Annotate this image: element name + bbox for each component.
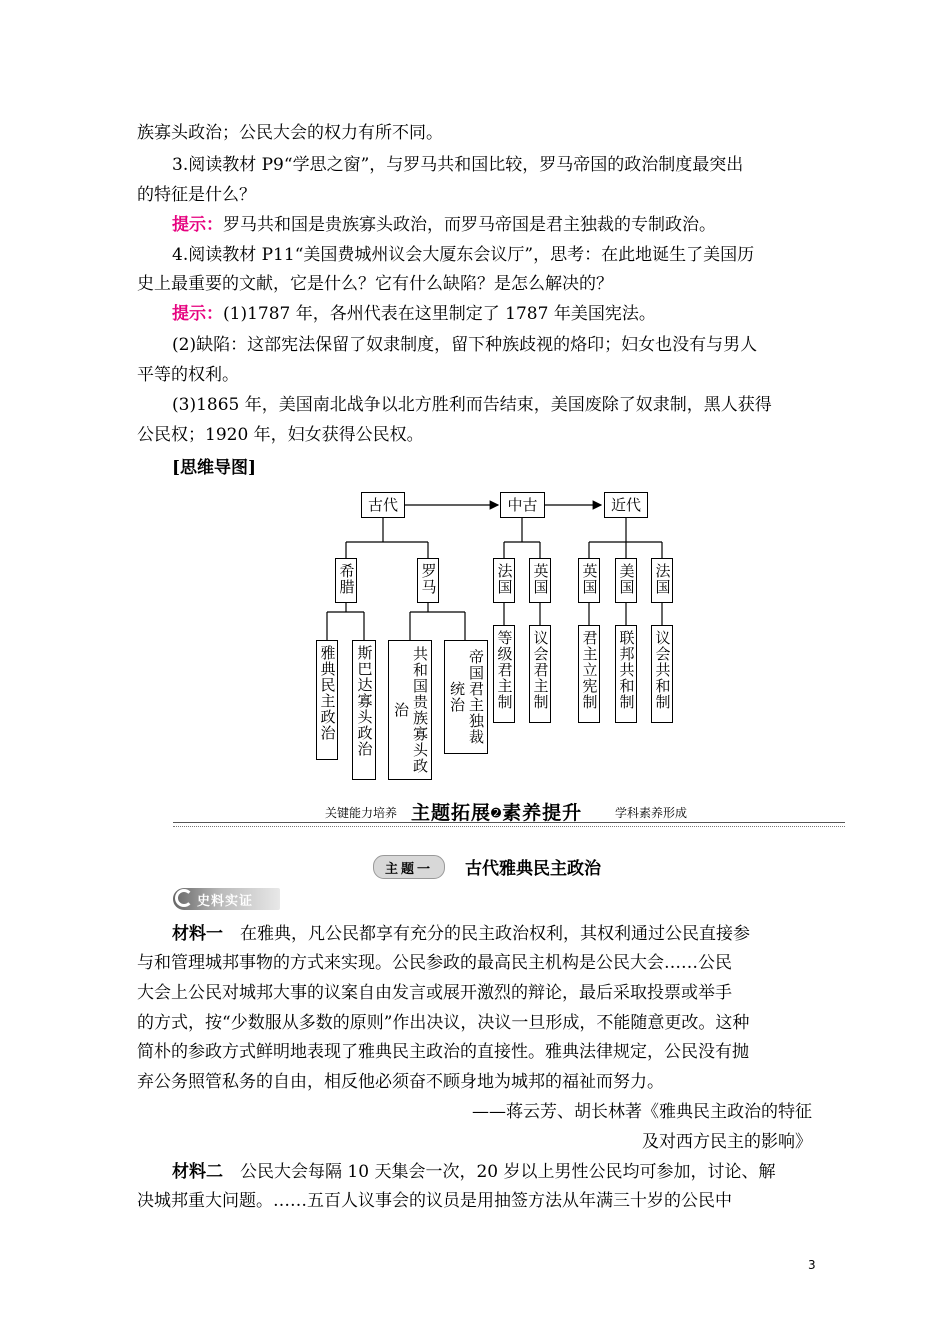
theme-title: 古代雅典民主政治 (465, 859, 601, 879)
answer-2-cont: 平等的权利。 (137, 365, 239, 385)
hint-label: 提示： (172, 304, 223, 324)
material1-citation: ——蒋云芳、胡长林著《雅典民主政治的特征 (472, 1102, 812, 1122)
material2-line (172, 1160, 775, 1184)
material1-line: 弃公务照管私务的自由，相反他必须奋不顾身地为城邦的福祉而努力。 (137, 1072, 664, 1092)
system-sparta-oligarchy: 斯巴达寡头政治 (352, 640, 376, 780)
system-federal-republic: 联邦共和制 (615, 625, 637, 723)
system-parliamentary-monarchy: 议会君主制 (529, 625, 551, 723)
page-number: 3 (808, 1258, 816, 1272)
text-line: 族寡头政治；公民大会的权力有所不同。 (137, 123, 443, 143)
hint-label: 提示： (172, 215, 223, 235)
country-greece: 希腊 (335, 558, 357, 603)
country-france-medieval: 法国 (493, 558, 515, 603)
question-4: 4.阅读教材 P11“美国费城州议会大厦东会议厅”，思考：在此地诞生了美国历 (172, 245, 755, 265)
section-band (173, 798, 845, 828)
country-rome: 罗马 (417, 558, 439, 603)
material2-line: 决城邦重大问题。……五百人议事会的议员是用抽签方法从年满三十岁的公民中 (137, 1191, 732, 1211)
system-constitutional-monarchy: 君主立宪制 (578, 625, 600, 723)
band-divider-dotted (173, 826, 845, 827)
period-ancient: 古代 (361, 492, 405, 518)
system-estates-monarchy: 等级君主制 (493, 625, 515, 723)
band-right-label: 学科素养形成 (615, 806, 688, 820)
material1-line: 与和管理城邦事物的方式来实现。公民参政的最高民主机构是公民大会……公民 (137, 953, 732, 973)
source-evidence-badge (173, 888, 280, 910)
period-medieval: 中古 (500, 492, 545, 518)
country-england-medieval: 英国 (529, 558, 551, 603)
band-title-2: 素养提升 (502, 802, 583, 824)
system-roman-empire: 帝国君主独裁统治 (444, 640, 488, 754)
material2-label: 材料二 (172, 1162, 223, 1182)
system-parliamentary-republic: 议会共和制 (651, 625, 673, 723)
period-modern: 近代 (604, 492, 648, 518)
material1-citation-cont: 及对西方民主的影响》 (642, 1132, 812, 1152)
material1-line: 简朴的参政方式鲜明地表现了雅典民主政治的直接性。雅典法律规定，公民没有抛 (137, 1042, 749, 1062)
hint-3 (172, 213, 716, 237)
country-france-modern: 法国 (651, 558, 673, 603)
question-4-cont: 史上最重要的文献，它是什么？它有什么缺陷？是怎么解决的？ (137, 274, 613, 294)
mindmap-heading: [思维导图] (172, 458, 257, 478)
answer-2: (2)缺陷：这部宪法保留了奴隶制度，留下种族歧视的烙印；妇女也没有与男人 (172, 335, 758, 355)
band-title-1: 主题拓展 (411, 802, 492, 824)
band-title (411, 798, 582, 825)
hint-4 (172, 302, 656, 326)
material2-text: 公民大会每隔 10 天集会一次，20 岁以上男性公民均可参加，讨论、解 (240, 1162, 776, 1182)
source-evidence-label: 史料实证 (197, 893, 254, 909)
band-divider (173, 822, 845, 823)
material1-line: 大会上公民对城邦大事的议案自由发言或展开激烈的辩论，最后采取投票或举手 (137, 983, 732, 1003)
system-roman-republic: 共和国贵族寡头政治 (388, 640, 432, 780)
material1-label: 材料一 (172, 924, 223, 944)
question-3: 3.阅读教材 P9“学思之窗”，与罗马共和国比较，罗马帝国的政治制度最突出 (172, 155, 744, 175)
system-athens-democracy: 雅典民主政治 (316, 640, 338, 760)
answer-3: (3)1865 年，美国南北战争以北方胜利而告结束，美国废除了奴隶制，黑人获得 (172, 395, 772, 415)
country-usa: 美国 (615, 558, 637, 603)
theme-badge: 主题一 (373, 855, 445, 879)
country-england-modern: 英国 (578, 558, 600, 603)
hint-text: 罗马共和国是贵族寡头政治，而罗马帝国是君主独裁的专制政治。 (223, 215, 716, 235)
material1-text: 在雅典，凡公民都享有充分的民主政治权利，其权利通过公民直接参 (240, 924, 750, 944)
material1-line (172, 922, 750, 946)
hint-text: (1)1787 年，各州代表在这里制定了 1787 年美国宪法。 (223, 304, 656, 324)
answer-3-cont: 公民权；1920 年，妇女获得公民权。 (137, 425, 424, 445)
swirl-icon (175, 889, 193, 907)
question-3-cont: 的特征是什么？ (137, 185, 256, 205)
band-left-label: 关键能力培养 (325, 806, 398, 820)
material1-line: 的方式，按“少数服从多数的原则”作出决议，决议一旦形成，不能随意更改。这种 (137, 1013, 750, 1033)
band-arrow-icon: ➋ (491, 806, 503, 820)
